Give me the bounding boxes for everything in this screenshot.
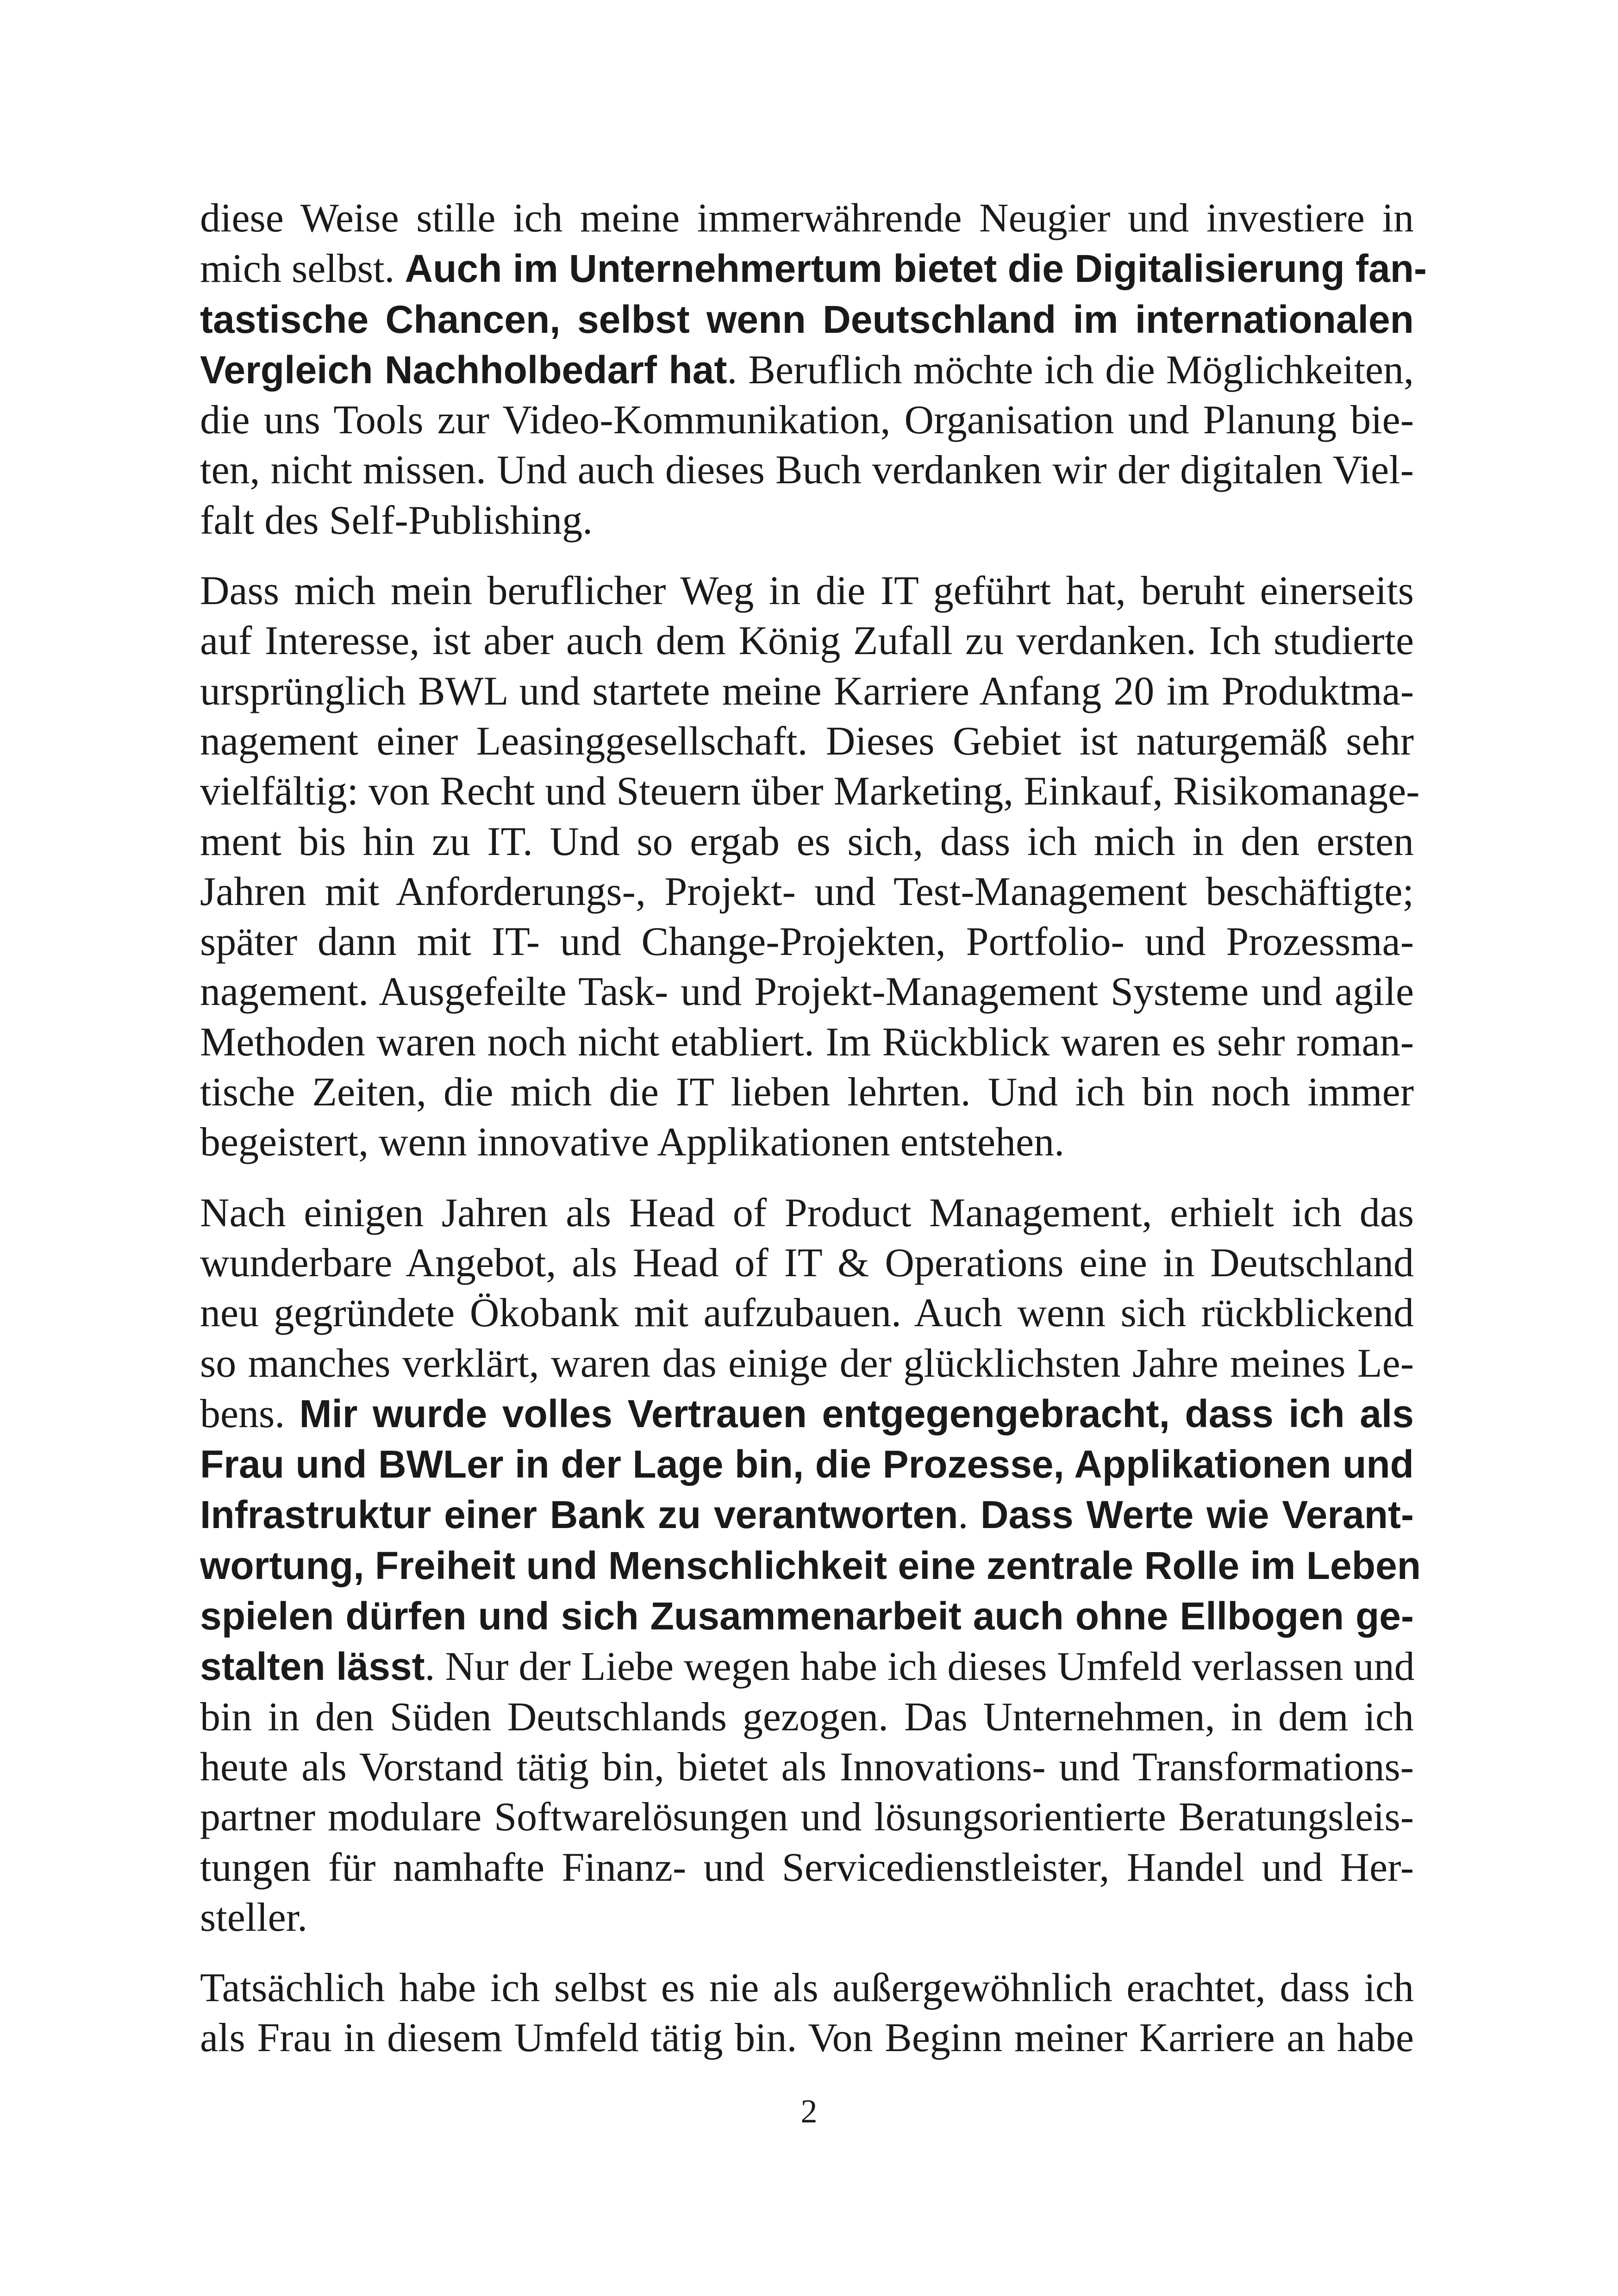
text-line	[200, 817, 1414, 867]
body-text	[200, 193, 1427, 2064]
text-line	[200, 717, 1414, 767]
text-run: später dann mit IT- und Change-Projekten, Portfolio- und Prozessma-	[200, 919, 1414, 965]
paragraph	[200, 193, 1427, 546]
text-run: diese Weise stille ich meine immerwährende Neugier und investiere in	[200, 196, 1414, 241]
text-line	[200, 767, 1420, 817]
text-run: vielfältig: von Recht und Steuern über Marketing, Einkauf, Risikomanage-	[200, 769, 1420, 814]
text-line	[200, 867, 1414, 917]
text-run: .	[958, 1492, 981, 1538]
text-line	[200, 345, 1414, 395]
text-run: die uns Tools zur Video-Kommunikation, Organisation und Planung bie-	[200, 398, 1414, 443]
text-line	[200, 1893, 1414, 1943]
text-line	[200, 1188, 1414, 1238]
text-line	[200, 193, 1414, 243]
text-line	[200, 1641, 1414, 1692]
text-line	[200, 917, 1414, 967]
text-run: nagement. Ausgefeilte Task- und Projekt-Management Systeme und agile	[200, 969, 1414, 1015]
text-line	[200, 967, 1414, 1017]
text-run: tungen für namhafte Finanz- und Servicedienstleister, Handel und Her-	[200, 1845, 1414, 1890]
text-run: partner modulare Softwarelösungen und lösungsorientierte Beratungsleis-	[200, 1795, 1414, 1840]
text-run: Methoden waren noch nicht etabliert. Im Rückblick waren es sehr roman-	[200, 1019, 1414, 1065]
text-run: ursprünglich BWL und startete meine Karriere Anfang 20 im Produktma-	[200, 668, 1414, 714]
text-run: bens.	[200, 1391, 300, 1436]
paragraph	[200, 566, 1420, 1168]
text-run: heute als Vorstand tätig bin, bietet als Innovations- und Transformations-	[200, 1744, 1414, 1790]
text-line	[200, 1541, 1421, 1591]
text-run: . Beruflich möchte ich die Möglichkeiten,	[727, 347, 1414, 393]
text-run: Dass mich mein beruflicher Weg in die IT geführt hat, beruht einerseits	[200, 568, 1414, 614]
text-line	[200, 496, 1414, 546]
bold-text: Mir wurde volles Vertrauen entgegengebracht, dass ich als	[299, 1391, 1414, 1435]
bold-text: tastische Chancen, selbst wenn Deutschland im internationalen	[200, 297, 1414, 341]
text-run: ment bis hin zu IT. Und so ergab es sich, dass ich mich in den ersten	[200, 819, 1414, 864]
text-line	[200, 445, 1414, 495]
text-run: als Frau in diesem Umfeld tätig bin. Von Beginn meiner Karriere an habe	[200, 2015, 1414, 2061]
text-run: falt des Self-Publishing.	[200, 498, 593, 543]
text-run: Jahren mit Anforderungs-, Projekt- und Test-Management beschäftigte;	[200, 869, 1414, 914]
text-run: steller.	[200, 1895, 308, 1940]
bold-text: Dass Werte wie Verant-	[980, 1493, 1414, 1537]
text-line	[200, 616, 1414, 666]
text-line	[200, 294, 1414, 345]
bold-text: stalten lässt	[200, 1645, 425, 1689]
paragraph	[200, 1963, 1414, 2064]
text-line	[200, 1963, 1414, 2013]
text-line	[200, 1742, 1414, 1792]
bold-text: Vergleich Nachholbedarf hat	[200, 348, 727, 392]
text-line	[200, 667, 1414, 717]
text-line	[200, 1389, 1414, 1439]
text-line	[200, 243, 1427, 294]
text-run: begeistert, wenn innovative Applikationen entstehen.	[200, 1120, 1065, 1165]
text-line	[200, 1117, 1414, 1167]
text-line	[200, 1490, 1414, 1540]
text-line	[200, 1792, 1414, 1842]
text-line	[200, 1692, 1414, 1742]
text-run: neu gegründete Ökobank mit aufzubauen. Auch wenn sich rückblickend	[200, 1291, 1414, 1336]
text-line	[200, 2013, 1414, 2063]
text-line	[200, 1843, 1414, 1893]
page-number: 2	[800, 2093, 818, 2130]
text-run: . Nur der Liebe wegen habe ich dieses Umfeld verlassen und	[425, 1644, 1415, 1690]
text-run: so manches verklärt, waren das einige der glücklichsten Jahre meines Le-	[200, 1341, 1414, 1386]
bold-text: wortung, Freiheit und Menschlichkeit eine zentrale Rolle im Leben	[200, 1543, 1421, 1587]
text-run: nagement einer Leasinggesellschaft. Dieses Gebiet ist naturgemäß sehr	[200, 718, 1414, 764]
text-line	[200, 1017, 1414, 1067]
text-line	[200, 1238, 1414, 1288]
bold-text: Auch im Unternehmertum bietet die Digitalisierung fan-	[405, 247, 1427, 291]
text-run: ten, nicht missen. Und auch dieses Buch verdanken wir der digitalen Viel-	[200, 448, 1414, 493]
text-line	[200, 1591, 1414, 1641]
bold-text: spielen dürfen und sich Zusammenarbeit auch ohne Ellbogen ge-	[200, 1594, 1414, 1638]
bold-text: Frau und BWLer in der Lage bin, die Prozesse, Applikationen und	[200, 1442, 1414, 1486]
bold-text: Infrastruktur einer Bank zu verantworten	[200, 1493, 958, 1537]
text-run: auf Interesse, ist aber auch dem König Zufall zu verdanken. Ich studierte	[200, 618, 1414, 664]
text-line	[200, 1439, 1414, 1490]
paragraph	[200, 1188, 1421, 1943]
text-run: Nach einigen Jahren als Head of Product Management, erhielt ich das	[200, 1190, 1414, 1235]
text-line	[200, 566, 1414, 616]
text-line	[200, 1288, 1414, 1338]
text-run: mich selbst.	[200, 246, 405, 292]
text-run: bin in den Süden Deutschlands gezogen. Das Unternehmen, in dem ich	[200, 1694, 1414, 1740]
text-line	[200, 395, 1414, 445]
text-line	[200, 1339, 1414, 1389]
text-line	[200, 1067, 1414, 1117]
text-run: Tatsächlich habe ich selbst es nie als außergewöhnlich erachtet, dass ich	[200, 1965, 1414, 2011]
text-run: tische Zeiten, die mich die IT lieben lehrten. Und ich bin noch immer	[200, 1070, 1414, 1115]
text-run: wunderbare Angebot, als Head of IT & Operations eine in Deutschland	[200, 1240, 1414, 1285]
